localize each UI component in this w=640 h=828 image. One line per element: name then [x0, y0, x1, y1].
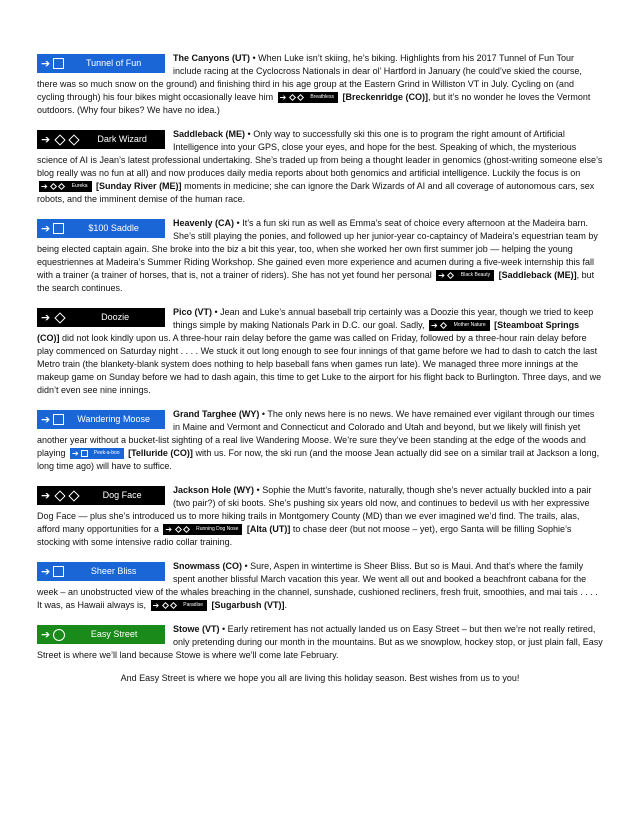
resort-reference: [Steamboat Springs (CO)] [37, 320, 580, 343]
trail-sign [37, 308, 165, 327]
entry-tail: moments in medicine; she can ignore the Dark Wizards of AI and all coverage of autonomous cars, sex robots, and the imminent demise of the human race. [37, 181, 595, 204]
entry-body: Sophie the Mutt’s favorite, naturally, though she’s never actually buckled into a pair (two pair?) of ski boots. She’s pushing six years old now, and continues to bedevil us with her expressive Dog Face — plus she’s introduced us to more hiking trails in Montgomery County (MD) than we ever imagined we’d find. The trails, alas, afford many opportunities for a [37, 485, 592, 534]
arrow-icon: ➔ [41, 413, 51, 426]
entry-tail: to chase deer (but not moose – yet), ergo Santa will be filling Sophie’s stocking with some intensive radio collar training. [37, 524, 572, 547]
entry-heading: The Canyons (UT) [173, 53, 251, 63]
trail-sign-label: Dark Wizard [97, 134, 147, 144]
bullet: • [250, 53, 259, 63]
entry-heading: Saddleback (ME) [173, 129, 246, 139]
diamond-icon [440, 322, 447, 329]
bullet: • [234, 218, 243, 228]
trail-sign-label: Wandering Moose [77, 414, 150, 424]
diamond-icon [297, 94, 304, 101]
entry-heading: Heavenly (CA) [173, 218, 235, 228]
inline-trail-sign [70, 448, 124, 459]
diamond-icon [183, 526, 190, 533]
arrow-icon: ➔ [438, 270, 445, 280]
diamond-icon [175, 526, 182, 533]
trail-sign [37, 219, 165, 238]
arrow-icon: ➔ [41, 628, 51, 641]
inline-trail-sign-label: Breathless [310, 94, 334, 101]
square-icon [53, 223, 64, 234]
bullet: • [242, 561, 251, 571]
trail-sign-symbol [41, 223, 64, 234]
entry-tail: , but the search continues. [37, 270, 595, 293]
entry [37, 128, 603, 206]
arrow-icon: ➔ [165, 524, 173, 534]
inline-trail-sign [163, 524, 242, 535]
square-icon [53, 58, 64, 69]
entry [37, 306, 603, 397]
entry-body: It’s a fun ski run as well as Emma’s seat of choice every afternoon at the Madeira barn. She’s still playing the ponies, and followed up her junior-year co-captaincy of Madeira’s equestrian team by being elected captain again. She broke into the biz a bit this year, too, when she worked her own first summer job — helping the young equestriennes at Madeira’s Summer Riding Workshop. She gained even more experience and acumen during a five-week internship this fall with a trainer (a trainer of horses, that is, not a trainer of riders). She has not yet found her personal [37, 218, 598, 280]
diamond-icon [447, 272, 454, 279]
entry-heading: Snowmass (CO) [173, 561, 243, 571]
entry-tail: did not look kindly upon us. A three-hour rain delay before the game was called on Friday, followed by a three-hour rain delay before play commenced on Saturday night . . . . We stuck it out long enough to see four innings of that game before we had to dash to catch the last Metro train (the blankety-blank system does nothing to help baseball fans when games run late). We managed three more innings at the makeup game on Sunday before we had to dash again, this time to get Luke to the airport for his flight back to Burlington. Three days, and we didn’t even see nine innings. [37, 333, 602, 395]
entry-body: Jean and Luke’s annual baseball trip certainly was a Doozie this year, though we tried to keep things simple by making Nationals Park in D.C. our goal. Sadly, [173, 307, 594, 330]
arrow-icon: ➔ [41, 311, 51, 324]
arrow-icon: ➔ [41, 57, 51, 70]
inline-trail-sign-label: Mother Nature [453, 322, 486, 329]
diamond-icon [69, 134, 80, 145]
trail-sign [37, 54, 165, 73]
bullet: • [212, 307, 221, 317]
resort-reference: [Saddleback (ME)] [496, 270, 577, 280]
diamond-icon [170, 602, 177, 609]
inline-trail-sign [429, 320, 490, 331]
entries-list [37, 52, 603, 662]
trail-sign-symbol [41, 629, 65, 641]
trail-sign-label: Sheer Bliss [90, 566, 137, 576]
trail-sign-symbol [41, 313, 67, 323]
trail-sign [37, 410, 165, 429]
diamond-icon [55, 134, 66, 145]
square-icon [53, 414, 64, 425]
trail-sign-symbol [41, 135, 81, 145]
entry [37, 217, 603, 295]
arrow-icon: ➔ [41, 489, 51, 502]
inline-trail-sign-label: Running Dog Nose [196, 526, 239, 533]
arrow-icon: ➔ [279, 92, 287, 102]
entry [37, 484, 603, 549]
entry-heading: Pico (VT) [173, 307, 213, 317]
resort-reference: [Sunday River (ME)] [93, 181, 182, 191]
inline-trail-sign [436, 270, 494, 281]
inline-trail-sign [39, 181, 92, 192]
trail-sign [37, 130, 165, 149]
circle-icon [53, 629, 65, 641]
diamond-icon [50, 183, 57, 190]
square-icon [81, 450, 88, 457]
closing-line: And Easy Street is where we hope you all are living this holiday season. Best wishes from us to you! [120, 673, 520, 683]
letter-body [37, 52, 603, 683]
trail-sign [37, 625, 165, 644]
diamond-icon [55, 312, 66, 323]
entry-body: Only way to successfully ski this one is to program the right amount of Artificial Intelligence into your GPS, close your eyes, and hope for the best. Speaking of which, the mysterious science of AI is Jean’s latest professional undertaking. She’s traded up from being a thought leader in genomics (ghost-writing someone else’s blog really was no fun at all) and now produces daily media reports about both genomics and artificial intelligence. Luckily the focus is on [37, 129, 603, 178]
inline-trail-sign-label: Eureka [71, 183, 88, 190]
trail-sign-symbol [41, 566, 64, 577]
entry-body: The only news here is no news. We have remained ever vigilant through our times in Maine and Vermont and Connecticut and Colorado and Utah and beyond, but we likely will finish yet another year without a bucket-list sighting of a real live Wandering Moose. We’re sure they’ve been standing at the edge of the woods and playing [37, 409, 595, 458]
inline-trail-sign-label: Peek-a-boo [93, 450, 120, 457]
trail-sign [37, 486, 165, 505]
trail-sign [37, 562, 165, 581]
arrow-icon: ➔ [41, 133, 51, 146]
diamond-icon [55, 490, 66, 501]
entry [37, 560, 603, 612]
entry-body: Early retirement has not actually landed us on Easy Street – but then we’re not really retired, only pretending during our month in the mountains. But as we snowplow, hockey stop, or just plain fall, Easy Street is where we’ll land because Stowe is where we’ll come late February. [37, 624, 603, 660]
trail-sign-label: Tunnel of Fun [86, 58, 142, 68]
inline-trail-sign-label: Black Beauty [460, 272, 491, 279]
entry [37, 408, 603, 473]
diamond-icon [289, 94, 296, 101]
entry-tail: , but it’s no wonder he loves the Vermont outdoors. (Why four bikes? We have no idea.) [37, 92, 591, 115]
trail-sign-symbol [41, 58, 64, 69]
entry-heading: Stowe (VT) [173, 624, 220, 634]
trail-sign-symbol [41, 491, 81, 501]
bullet: • [219, 624, 228, 634]
bullet: • [245, 129, 254, 139]
trail-sign-label: Doozie [101, 312, 130, 322]
resort-reference: [Sugarbush (VT)] [208, 600, 285, 610]
arrow-icon: ➔ [41, 181, 48, 191]
entry [37, 623, 603, 662]
entry-tail: . [284, 600, 287, 610]
trail-sign-label: Easy Street [90, 629, 138, 639]
entry-body: When Luke isn’t skiing, he’s biking. Highlights from his 2017 Tunnel of Fun Tour include racing at the Cyclocross Nationals in dear ol’ Hartford in January (he could’ve skied the course, there was so much snow on the ground) and finishing third in his age group at the Eastern Grind in Williston VT in July. Cycling on (and cycling through) his four bikes might occasionally leave him [37, 53, 582, 102]
resort-reference: [Breckenridge (CO)] [339, 92, 428, 102]
trail-sign-symbol [41, 414, 64, 425]
trail-sign-label: $100 Saddle [88, 223, 139, 233]
resort-reference: [Telluride (CO)] [125, 448, 193, 458]
entry-heading: Grand Targhee (WY) [173, 409, 260, 419]
resort-reference: [Alta (UT)] [244, 524, 291, 534]
arrow-icon: ➔ [430, 320, 438, 330]
diamond-icon [69, 490, 80, 501]
entry-tail: with us. For now, the ski run (and the moose Jean actually did see on a similar trail at Jackson a long, long time ago) will have to suffice. [37, 448, 600, 471]
arrow-icon: ➔ [41, 565, 51, 578]
square-icon [53, 566, 64, 577]
bullet: • [259, 409, 268, 419]
diamond-icon [58, 183, 65, 190]
diamond-icon [162, 602, 169, 609]
entry [37, 52, 603, 117]
inline-trail-sign [151, 600, 207, 611]
arrow-icon: ➔ [152, 600, 160, 610]
entry-heading: Jackson Hole (WY) [173, 485, 255, 495]
arrow-icon: ➔ [72, 448, 79, 458]
entry-body: Sure, Aspen in wintertime is Sheer Bliss. But so is Maui. And that’s where the family spent another blissful March vacation this year. We went all out and booked a beachfront cabana for the week – an unobstructed view of the whales breaching in the channel, sunshade, cushioned recliners, fresh fruit, smoothies, and mai tais . . . . It was, as Hawaii always is, [37, 561, 598, 610]
inline-trail-sign-label: Paradise [183, 602, 203, 609]
arrow-icon: ➔ [41, 222, 51, 235]
bullet: • [254, 485, 263, 495]
inline-trail-sign [278, 92, 338, 103]
trail-sign-label: Dog Face [102, 490, 142, 500]
